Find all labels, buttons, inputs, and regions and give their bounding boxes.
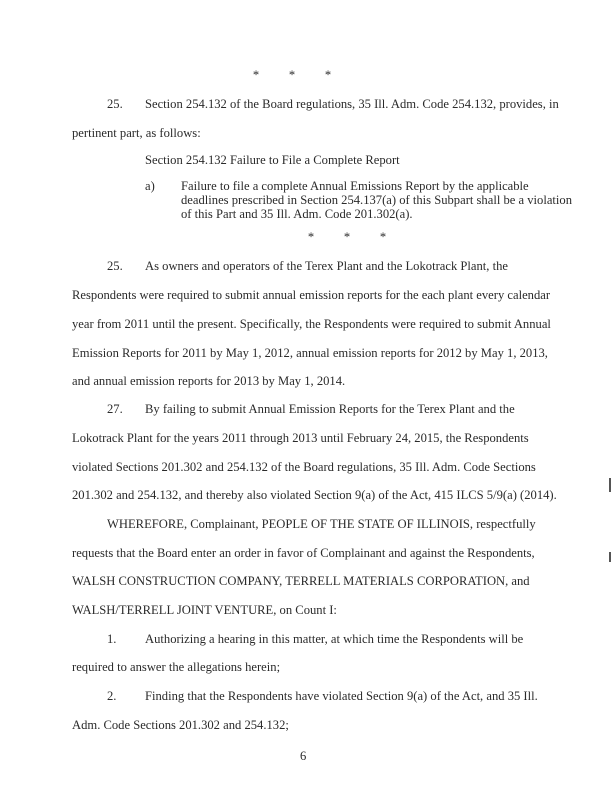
paragraph-line: WALSH CONSTRUCTION COMPANY, TERRELL MATERIALS CORPORATION, and — [72, 574, 530, 588]
separator-star: * — [324, 68, 332, 82]
separator-star: * — [307, 230, 315, 244]
separator-star: * — [343, 230, 351, 244]
section-separator-middle — [293, 230, 401, 245]
paragraph-line: violated Sections 201.302 and 254.132 of the Board regulations, 35 Ill. Adm. Code Sections — [72, 460, 536, 474]
quote-line: of this Part and 35 Ill. Adm. Code 201.302(a). — [181, 207, 413, 221]
section-separator-top — [238, 68, 346, 83]
paragraph-number: 27. — [107, 402, 123, 416]
paragraph-line: By failing to submit Annual Emission Reports for the Terex Plant and the — [145, 402, 515, 416]
paragraph-line: required to answer the allegations herein; — [72, 660, 281, 674]
paragraph-line: Respondents were required to submit annual emission reports for the each plant every calendar — [72, 288, 551, 302]
separator-star: * — [252, 68, 260, 82]
paragraph-line: Authorizing a hearing in this matter, at which time the Respondents will be — [145, 632, 524, 646]
quote-heading: Section 254.132 Failure to File a Complete Report — [145, 153, 400, 167]
paragraph-line: requests that the Board enter an order in favor of Complainant and against the Respondents, — [72, 546, 535, 560]
paragraph-line: Emission Reports for 2011 by May 1, 2012, annual emission reports for 2012 by May 1, 2013, — [72, 346, 548, 360]
paragraph-line: Lokotrack Plant for the years 2011 through 2013 until February 24, 2015, the Respondents — [72, 431, 529, 445]
paragraph-line: year from 2011 until the present. Specifically, the Respondents were required to submit Annual — [72, 317, 551, 331]
paragraph-line: As owners and operators of the Terex Plant and the Lokotrack Plant, the — [145, 259, 508, 273]
paragraph-line: 201.302 and 254.132, and thereby also violated Section 9(a) of the Act, 415 ILCS 5/9(a) (2014). — [72, 488, 557, 502]
item-number: 2. — [107, 689, 117, 703]
quote-item-label: a) — [145, 179, 155, 193]
paragraph-line: WALSH/TERRELL JOINT VENTURE, on Count I: — [72, 603, 337, 617]
paragraph-number: 25. — [107, 97, 123, 111]
paragraph-line: and annual emission reports for 2013 by May 1, 2014. — [72, 374, 346, 388]
paragraph-line: Finding that the Respondents have violated Section 9(a) of the Act, and 35 Ill. — [145, 689, 538, 703]
paragraph-line: WHEREFORE, Complainant, PEOPLE OF THE STATE OF ILLINOIS, respectfully — [107, 517, 536, 531]
paragraph-number: 25. — [107, 259, 123, 273]
scan-artifact-mark — [609, 552, 611, 562]
quote-line: Failure to file a complete Annual Emissions Report by the applicable — [181, 179, 529, 193]
paragraph-line: Section 254.132 of the Board regulations, 35 Ill. Adm. Code 254.132, provides, in — [145, 97, 559, 111]
page-number: 6 — [300, 749, 307, 763]
item-number: 1. — [107, 632, 117, 646]
separator-star: * — [379, 230, 387, 244]
quote-line: deadlines prescribed in Section 254.137(a) of this Subpart shall be a violation — [181, 193, 573, 207]
paragraph-line: Adm. Code Sections 201.302 and 254.132; — [72, 718, 289, 732]
separator-star: * — [288, 68, 296, 82]
scan-artifact-mark — [609, 478, 611, 492]
paragraph-line: pertinent part, as follows: — [72, 126, 201, 140]
